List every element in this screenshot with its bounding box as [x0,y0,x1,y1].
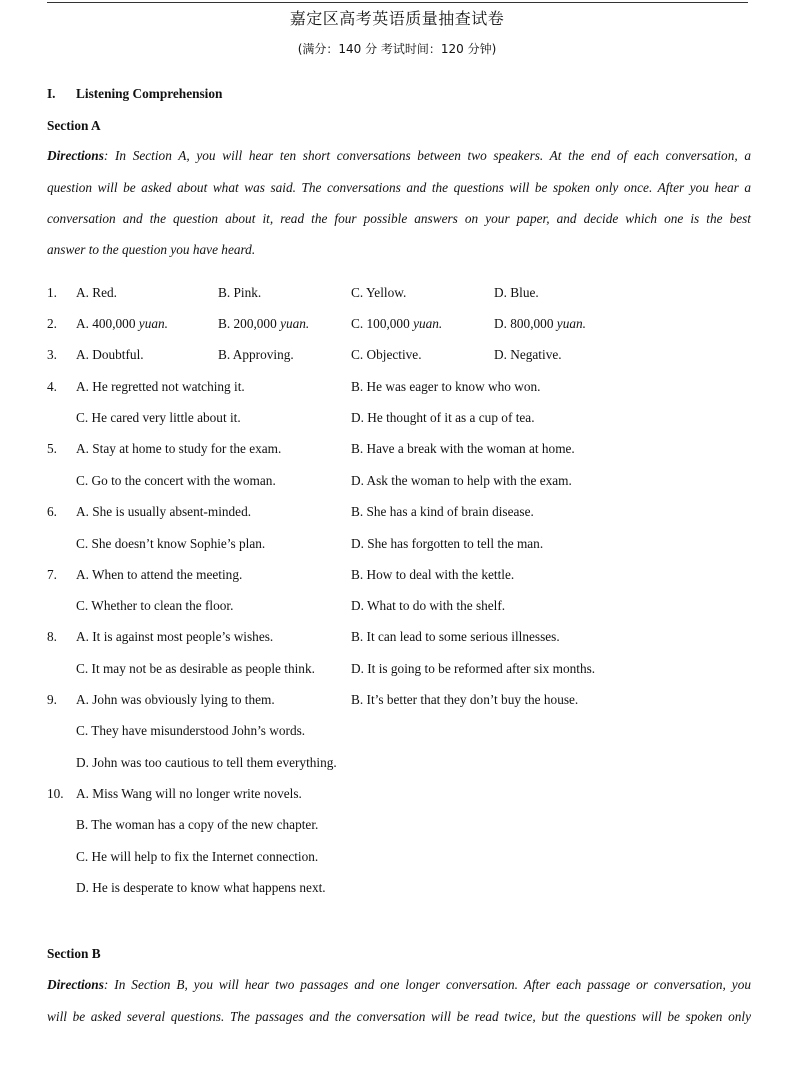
option-c: C. Objective. [351,347,422,362]
question-number: 4. [47,379,57,394]
option-a: A. He regretted not watching it. [76,379,245,394]
option-c: C. Yellow. [351,285,407,300]
option-d: D. It is going to be reformed after six months. [351,661,596,676]
option-b: B. The woman has a copy of the new chapter. [76,817,319,832]
question-number: 8. [47,629,57,644]
option-b: B. Approving. [218,347,294,362]
part-numeral: I. [47,86,56,101]
option-d: D. He is desperate to know what happens next. [76,880,326,895]
option-a: A. 400,000 yuan. [76,316,168,331]
exam-info: (满分：140 分 考试时间：120 分钟) [297,42,497,56]
question-number: 1. [47,285,57,300]
option-a: A. Doubtful. [76,347,144,362]
option-c: C. 100,000 yuan. [351,316,443,331]
option-a: A. John was obviously lying to them. [76,692,275,707]
directions-label: Directions [47,148,104,163]
option-d: D. 800,000 yuan. [494,316,586,331]
option-c: C. Go to the concert with the woman. [76,473,276,488]
option-b: B. He was eager to know who won. [351,379,541,394]
option-b: B. It can lead to some serious illnesses. [351,629,560,644]
section-a-heading: Section A [47,118,101,133]
section-a-directions-line: Directions: In Section A, you will hear ten short conversations between two speakers. At the end of each conversation, a [47,148,751,163]
question-number: 5. [47,441,57,456]
question-number: 10. [47,786,64,801]
currency-unit: yuan. [138,316,168,331]
section-b-directions-line: will be asked several questions. The passages and the conversation will be read twice, but the questions will be spoken only [47,1009,751,1024]
top-rule [47,2,748,3]
option-c: C. It may not be as desirable as people think. [76,661,315,676]
option-c: C. They have misunderstood John’s words. [76,723,306,738]
question-number: 7. [47,567,57,582]
option-c: C. He will help to fix the Internet connection. [76,849,319,864]
option-d: D. Blue. [494,285,539,300]
question-number: 9. [47,692,57,707]
currency-unit: yuan. [413,316,443,331]
section-a-directions-line: question will be asked about what was said. The conversations and the questions will be spoken only once. After you hear a [47,180,751,195]
option-c: C. She doesn’t know Sophie’s plan. [76,536,266,551]
option-b: B. 200,000 yuan. [218,316,310,331]
section-a-directions-line: conversation and the question about it, read the four possible answers on your paper, and decide which one is the best [47,211,751,226]
currency-unit: yuan. [280,316,310,331]
page-title: 嘉定区高考英语质量抽查试卷 [289,9,505,28]
option-d: D. She has forgotten to tell the man. [351,536,544,551]
option-d: D. What to do with the shelf. [351,598,506,613]
option-d: D. John was too cautious to tell them everything. [76,755,337,770]
option-a: A. Miss Wang will no longer write novels. [76,786,302,801]
option-a: A. Red. [76,285,117,300]
section-b-directions-line: Directions: In Section B, you will hear two passages and one longer conversation. After each passage or conversation, you [47,977,751,992]
option-b: B. Pink. [218,285,262,300]
option-d: D. He thought of it as a cup of tea. [351,410,535,425]
option-b: B. It’s better that they don’t buy the house. [351,692,579,707]
option-c: C. He cared very little about it. [76,410,241,425]
currency-unit: yuan. [556,316,586,331]
option-d: D. Negative. [494,347,562,362]
option-a: A. It is against most people’s wishes. [76,629,274,644]
option-a: A. When to attend the meeting. [76,567,243,582]
directions-label: Directions [47,977,104,992]
question-number: 6. [47,504,57,519]
option-d: D. Ask the woman to help with the exam. [351,473,572,488]
question-number: 2. [47,316,57,331]
section-a-directions-line: answer to the question you have heard. [47,242,256,257]
option-c: C. Whether to clean the floor. [76,598,234,613]
section-b-heading: Section B [47,946,101,961]
option-b: B. She has a kind of brain disease. [351,504,534,519]
part-heading: Listening Comprehension [76,86,223,101]
option-b: B. How to deal with the kettle. [351,567,515,582]
question-number: 3. [47,347,57,362]
option-b: B. Have a break with the woman at home. [351,441,575,456]
option-a: A. Stay at home to study for the exam. [76,441,282,456]
option-a: A. She is usually absent-minded. [76,504,252,519]
